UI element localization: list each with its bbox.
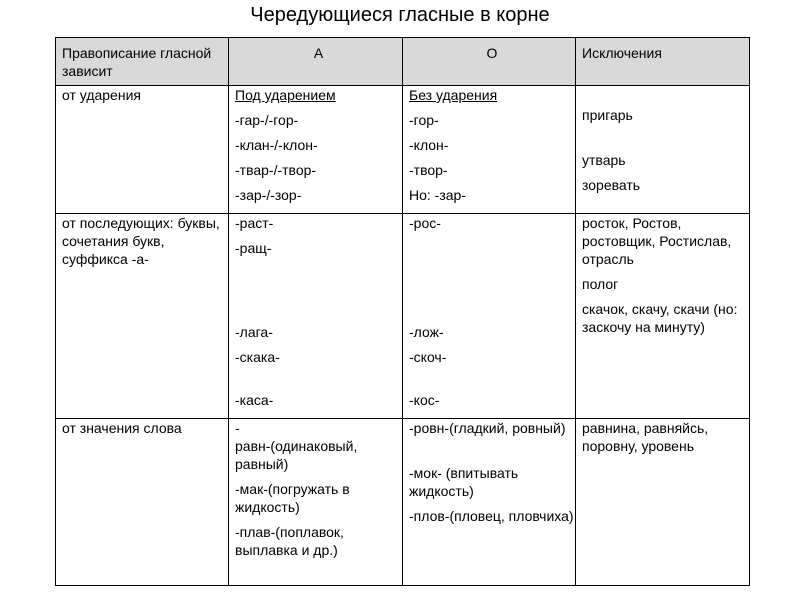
list-item: -скоч- [409,349,447,365]
list-item: -раст- [235,215,274,231]
cell-a [229,86,403,214]
cell-exceptions [576,86,750,214]
list-item: -каса- [235,392,274,408]
list-item: зоревать [582,177,641,193]
cell-o [403,419,576,586]
cell-heading: Без ударения [409,87,498,103]
list-item: -клан-/-клон- [235,137,318,153]
cell-a [229,419,403,586]
cell-o [403,86,576,214]
list-item: -плов-(пловец, пловчиха) [409,508,574,524]
list-item: -гар-/-гор- [235,112,299,128]
list-item: -зар-/-зор- [235,187,302,203]
table-row [56,214,750,419]
list-item: -кос- [409,392,440,408]
page-title: Чередующиеся гласные в корне [250,4,550,26]
list-item: -лож- [409,324,444,340]
row-label: от значения слова [56,419,229,586]
table-row [56,86,750,214]
header-row [56,38,750,86]
header-exceptions: Исключения [576,38,750,86]
list-item: -скака- [235,349,280,365]
cell-a [229,214,403,419]
cell-o [403,214,576,419]
list-item: -рос- [409,215,441,231]
list-item: пригарь [582,107,633,123]
list-item: полог [582,276,619,292]
list-item: -ровн-(гладкий, ровный) [409,420,566,436]
list-item: росток, Ростов, ростовщик, Ростислав, отрасль [582,215,732,267]
table-row [56,419,750,586]
list-item: - [235,420,240,436]
list-item: скачок, скачу, скачи (но: заскочу на минуту) [582,301,738,335]
list-item: равн-(одинаковый, равный) [235,438,358,472]
row-label: от последующих: буквы, сочетания букв, суффикса -а- [56,214,229,419]
header-a: А [229,38,403,86]
list-item: -гор- [409,112,439,128]
list-item: -твор- [409,162,448,178]
list-item: Но: -зар- [409,187,466,203]
list-item: -клон- [409,137,449,153]
list-item: -мок- (впитывать жидкость) [409,465,519,499]
list-item: утварь [582,152,626,168]
vowels-table [55,37,750,586]
row-label: от ударения [56,86,229,214]
list-item: -мак-(погружать в жидкость) [235,481,350,515]
cell-exceptions: равнина, равняйсь, поровну, уровень [576,419,750,586]
list-item: -лага- [235,324,273,340]
list-item: -твар-/-твор- [235,162,317,178]
list-item: -ращ- [235,240,272,256]
list-item: -плав-(поплавок, выплавка и др.) [235,524,344,558]
header-depends: Правописание гласной зависит [56,38,229,86]
cell-exceptions [576,214,750,419]
header-o: О [403,38,576,86]
cell-heading: Под ударением [235,87,336,103]
